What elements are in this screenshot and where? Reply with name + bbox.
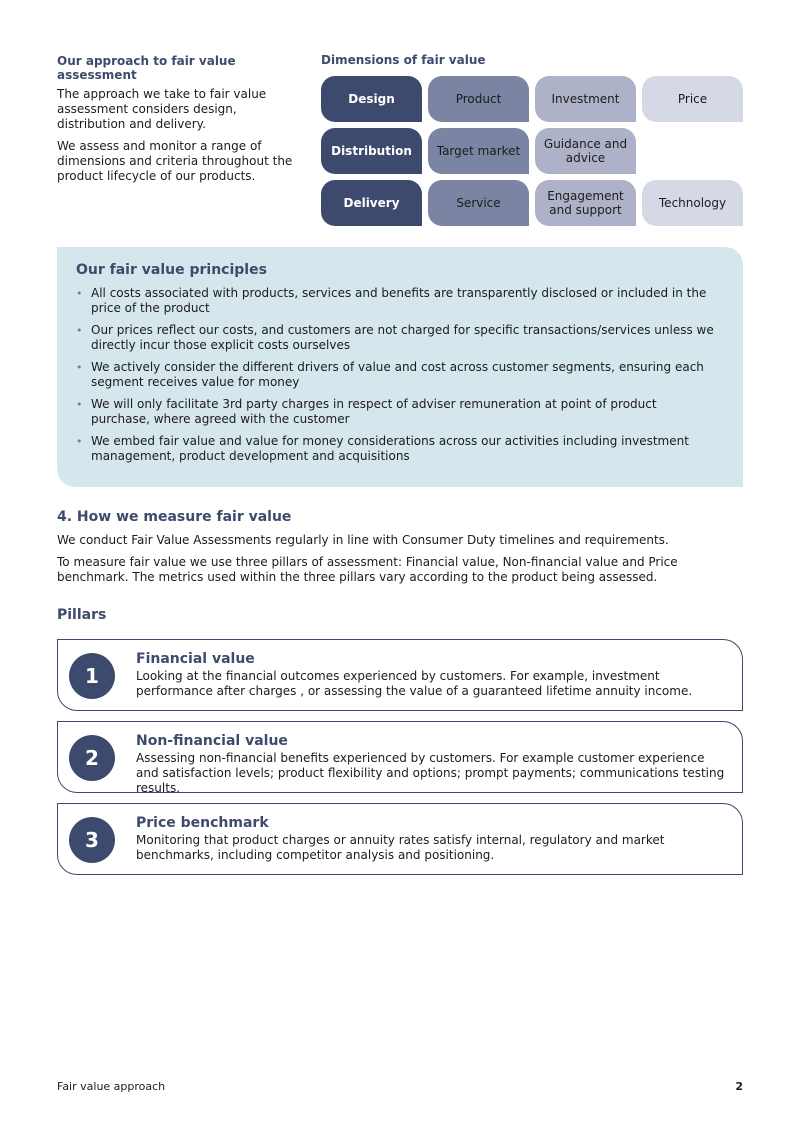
dimension-price: Price [642,76,743,122]
principle-text: We embed fair value and value for money considerations across our activities including investment management, product development and acquisitions [91,434,689,463]
principle-text: Our prices reflect our costs, and customers are not charged for specific transactions/services unless we directly incur those explicit costs ourselves [91,323,714,352]
bullet-icon: • [76,435,83,448]
bullet-icon: • [76,287,83,300]
dimension-design: Design [321,76,422,122]
bullet-icon: • [76,361,83,374]
dimension-technology: Technology [642,180,743,226]
dimension-product: Product [428,76,529,122]
principle-item [76,360,719,390]
dimension-delivery: Delivery [321,180,422,226]
principle-item [76,286,719,316]
pillars-title: Pillars [57,607,107,623]
principle-text: All costs associated with products, services and benefits are transparently disclosed or included in the price of the product [91,286,707,315]
principle-item [76,323,719,353]
pillar-number-badge: 3 [69,817,115,863]
principles-list [76,286,719,464]
dimension-distribution: Distribution [321,128,422,174]
pillar-number-badge: 1 [69,653,115,699]
measure-paragraph: We conduct Fair Value Assessments regularly in line with Consumer Duty timelines and requirements. [57,533,669,547]
pillar-title: Financial value [136,651,255,667]
bullet-icon: • [76,398,83,411]
measure-paragraph: To measure fair value we use three pillars of assessment: Financial value, Non-financial value and Price benchmark. The metrics used within the three pillars vary according to the product being assessed. [57,555,678,584]
principle-text: We will only facilitate 3rd party charges in respect of adviser remuneration at point of product purchase, where agreed with the customer [91,397,657,426]
pillar-title: Non-financial value [136,733,288,749]
dimension-investment: Investment [535,76,636,122]
principle-text: We actively consider the different drivers of value and cost across customer segments, ensuring each segment receives value for money [91,360,704,389]
pillar-number-badge: 2 [69,735,115,781]
principle-item [76,434,719,464]
footer-document-title: Fair value approach [57,1080,166,1093]
principle-item [76,397,719,427]
pillar-price-benchmark [57,803,743,875]
dimensions-section [321,53,743,226]
measure-section [57,509,747,592]
bullet-icon: • [76,324,83,337]
pillar-title: Price benchmark [136,815,269,831]
pillar-financial-value [57,639,743,711]
approach-paragraph: The approach we take to fair value assessment considers design, distribution and delivery. [57,87,267,131]
measure-heading: 4. How we measure fair value [57,509,292,525]
approach-title: Our approach to fair value assessment [57,54,236,82]
principles-title: Our fair value principles [76,262,267,278]
page-number: 2 [735,1080,743,1093]
dimension-target-market: Target market [428,128,529,174]
pillar-description: Assessing non-financial benefits experienced by customers. For example customer experience and satisfaction levels; product flexibility and options; prompt payments; communications testing results. [136,751,725,795]
principles-panel [57,247,743,487]
pillar-description: Monitoring that product charges or annuity rates satisfy internal, regulatory and market benchmarks, including competitor analysis and positioning. [136,833,665,862]
pillar-non-financial-value [57,721,743,793]
dimensions-title: Dimensions of fair value [321,53,486,67]
approach-section [57,54,302,191]
approach-paragraph: We assess and monitor a range of dimensions and criteria throughout the product lifecycle of our products. [57,139,293,183]
dimensions-grid [321,76,743,226]
dimension-engagement-and-support: Engagement and support [535,180,636,226]
dimension-guidance-and-advice: Guidance and advice [535,128,636,174]
dimension-service: Service [428,180,529,226]
pillar-description: Looking at the financial outcomes experienced by customers. For example, investment performance after charges , or assessing the value of a guaranteed lifetime annuity income. [136,669,693,698]
dimension-empty-cell [642,128,743,174]
